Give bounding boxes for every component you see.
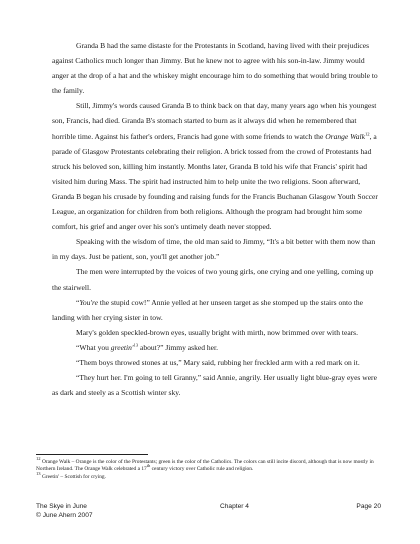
footnote-marker: 12 — [364, 131, 370, 137]
footer-page-number: Page 20 — [356, 503, 381, 510]
footnote-marker: 12 — [36, 456, 41, 462]
paragraph — [52, 38, 378, 98]
text-run: , a parade of Glasgow Protestants celebrating their religion. A brick tossed from the crowd of Protestants had struck his beloved son, killing him instantly. Months later, Granda B told his wife that Francis' spirit had visited him during Mass. The spirit had instructed him to help unite the two religions. Soon afterward, Granda B began his crusade by founding and raising funds for the Francis Buchanan Glasgow Youth Soccer League, an organization for children from both religions. Although the program had brought him some comfort, his grief and anger over his son's untimely death never stopped. — [52, 131, 378, 232]
text-run: “What you — [76, 342, 111, 352]
paragraph — [52, 370, 378, 400]
body-text — [52, 38, 378, 400]
paragraph — [52, 234, 378, 264]
text-run: Speaking with the wisdom of time, the old man said to Jimmy, “It's a bit better with them now than in my days. Just be patient, son, you'll get another job.” — [52, 237, 376, 262]
footer-copyright: © June Ahern 2007 — [36, 512, 93, 519]
footer-book-title: The Skye in June — [36, 503, 87, 510]
page-footer — [36, 502, 381, 524]
text-run: Mary's golden speckled-brown eyes, usually bright with mirth, now brimmed over with tears. — [76, 327, 359, 337]
paragraph — [52, 355, 378, 370]
footnote-marker: 13 — [36, 471, 41, 477]
paragraph — [52, 98, 378, 234]
footnote — [36, 471, 381, 481]
text-run: Orange Walk – Orange is the color of the Protestants; green is the color of the Catholics. The colors can still incite discord, although that is now mostly in Northern Ireland. The Orange Walk celebrated a 17 — [36, 459, 374, 473]
footnote-marker: th — [146, 463, 151, 469]
text-run: Still, Jimmy's words caused Granda B to think back on that day, many years ago when his youngest son, Francis, had died. Granda B's stomach started to burn as it always did when he remembered that horrible time. Against his father's orders, Francis had gone with some friends to watch the — [52, 101, 377, 141]
text-run: greetin' — [110, 342, 134, 352]
paragraph — [52, 325, 378, 340]
text-run: “Them boys throwed stones at us,” Mary said, rubbing her freckled arm with a red mark on it. — [76, 357, 360, 367]
text-run: You're — [79, 297, 99, 307]
text-run: the stupid cow!” Annie yelled at her unseen target as she stomped up the stairs onto the landing with her crying sister in tow. — [52, 297, 364, 322]
text-run: century victory over Catholic rule and religion. — [150, 466, 254, 473]
text-run: Orange Walk — [325, 131, 365, 141]
paragraph — [52, 295, 378, 325]
footnote-separator — [36, 454, 148, 455]
text-run: “They hurt her. I'm going to tell Granny,” said Annie, angrily. Her usually light blue-gray eyes were as dark and steely as a Scottish winter sky. — [52, 373, 377, 398]
text-run: Granda B had the same distaste for the Protestants in Scotland, having lived with their prejudices against Catholics much longer than Jimmy. But he knew not to agree with his son-in-law. Jimmy would anger at the drop of a hat and the whiskey might encourage him to do something that would bring trouble to the family. — [52, 41, 378, 96]
text-run: Greetin' – Scottish for crying. — [40, 473, 106, 480]
footnotes — [36, 456, 381, 481]
text-run: “ — [76, 297, 80, 307]
paragraph — [52, 264, 378, 294]
text-run: about?” Jimmy asked her. — [138, 342, 218, 352]
footer-chapter: Chapter 4 — [220, 503, 249, 510]
paragraph — [52, 340, 378, 355]
footnote-marker: 13 — [133, 342, 139, 348]
text-run: The men were interrupted by the voices of two young girls, one crying and one yelling, coming up the stairwell. — [52, 267, 374, 292]
